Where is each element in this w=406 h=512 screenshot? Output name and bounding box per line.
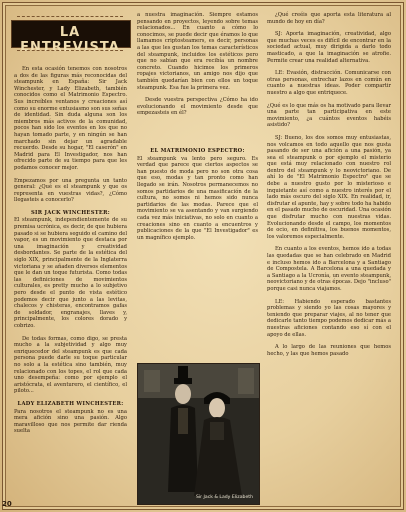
portrait-illustration [138,364,259,504]
speaker-heading: EL MATRIMONIO ESPECTRO: [150,148,245,154]
speaker-heading: SIR JACK WINCHESTER: [31,209,110,216]
question-3: ¿Qué creéis que aporta esta literatura al mundo de hoy en día? [267,12,391,25]
column-middle-top [137,12,258,123]
header-rule-top [17,16,123,17]
answer-paragraph: Para nosotros el steampunk no es una mera afición sino una pasión. Algo maravilloso que nos permite dar rienda suelta [14,408,127,435]
answer-paragraph: LE: Evasión, distracción. Comunicarse con otras personas, entrechar lazos en común en cuanto a nuestras ideas. Poder compartir nuestro a algo que entriquece. [267,70,391,96]
portrait-photo [137,363,260,505]
speaker-heading: LADY ELIZABETH WINCHESTER: [17,400,124,407]
question-2: Desde vuestra perspectiva ¿Cómo ha ido evolucionando el movimiento desde que empezasteis en él? [137,97,258,117]
section-title: LA ENTREVISTA [20,25,120,55]
page-number: 20 [2,500,12,508]
answer-paragraph: De todas formas, como digo, se presta mucho a la subjetividad y algo muy enriquecedor del steampunk es que cada persona puede darle su toque particular no solo a la estética sino también, muy relacionado con los topes, el rol que cada uno desempeña: como por ejemplo el aristócrata, el aventurero, el científico, el piloto... [14,335,127,395]
answer-paragraph: LE: Habiendo esperado bastantes problemas y siendo yo las cosas mayores y teniendo que preparar viajes, al no tener que dedicarle tanto tiempo podemos dedicar más a nuestras aficiones contando eso sí con el apoyo de ellas. [267,298,391,338]
question-4: ¿Qué es lo que más os ha motivado para llevar una parte tan participativa en este movimiento, ¿a cuántos eventos habéis asistido? [267,102,391,129]
answer-paragraph: El steampunk va lento pero seguro. Es verdad que parece que ciertos aspectos se han puesto de moda pero no son otra cosa que eso, modas y tan pronto como han llegado se irán. Nosotros permanecemos no somos partidarios de una masificación de la cultura, no somos ni hemos sido nunca partidarios de las modas. Parece que el movimiento se va asentando y van surgiendo cada vez más iniciativas, no solo en cuanto a creaciones sino en cuanto a encuentros y publicaciones de la que "El Investigador" es un magnífico ejemplo. [137,155,258,241]
section-header [11,13,129,53]
column-right [267,12,391,363]
column-left [14,66,127,441]
photo-caption: Sir Jack & Lady Elizabeth [195,495,253,500]
answer-paragraph: En cuanto a los eventos, hemos ido a todas las quedadas que se han celebrado en Madrid e incluso hemos ido a Barcelona y a Santiago de Compostela. A Barcelona a una quedada y a Santiago a la Ucronía, un evento steampunk, neovictoriano y de otras épocas. Dejo "incluso" porque casi nunca viajamos. [267,246,391,292]
answer-paragraph: El steampunk, independientemente de su premisa ucrónica, es decir, de que hubiera pasado si se hubiera seguido el camino del vapor, es un movimiento que destaca por una imaginación y creatividad desbordantes. Se parte de la estética del siglo XIX, principalmente de la Inglaterra victoriana y se añaden diversos elementos que le dan un toque futurista. Como todas las definiciones de movimientos culturales, es pretty mucho a lo subjetivo pero desde el punto de vista estético podemos decir que junto a las levitas, chalecos y chisteras, encontramos gafas de soldador, engranajes, llaves y, principalmente, los colores dorado y cobrizo. [14,217,127,329]
answer-paragraph: a nuestra imaginación. Siempre estamos pensando en proyectos, leyendo sobre temas relacionados... En cuanto a cómo lo conocimos, se puede decir que éramos lo que llamamos criptosteamers, es decir, personas a las que les gustan los temas característicos del steampunk, incluidos los estéticos pero que no sabían que era recibía un nombre concreto. Cuando hicimos los primeros ropajes victorianos, un amigo nos dijo que también quedarían bien con ellos un toque steampunk. Esa fue la primera vez. [137,12,258,91]
answer-paragraph: SJ: Bueno, los dos somos muy entusiastas, nos volcamos en todo aquello que nos gusta pasando de ser una afición a una pasión, ya sea el steampunk o por ejemplo el misterio que está muy relacionado con nuestro rol dentro del steampunk y lo neovictoriano. De ahí lo de "El Matrimonio Espectro" que se debe a nuestro gusto por lo misterioso e inquietante así como a nuestro interés por el lado más oscuro del siglo XIX. En realidad, ir, disfrutar el apunte, hay y sobre todo ha habido en el pasado mucho de oscuridad. Una ocasión que disfrutar mucho con nuestras vidas. Evolucionando desde el campo, los momentos de ocio, en definitiva, los buenos momentos, los valoremos especialmente. [267,134,391,240]
question-1: Empezamos por una pregunta un tanto general: ¿Qué es el steampunk y que os representa en vuestras vidas?, ¿Cómo llegasteis a conocerlo? [14,177,127,204]
header-rule-bottom [17,50,123,51]
intro-paragraph: En esta ocasión tenemos con nosotros a dos de las figuras más reconocidas del steampunk en España: Sir Jack Winchester, y Lady Elizabeth, también conocidos como el Matrimonio Espectro. Sus increíbles ventanos y creaciones así como su enorme entusiasmo son sus señas de identidad. Sin duda alguna son los miembros más activos de la comunidad, pocos han sido los eventos en los que no hayan tomado parte, y en ningún se han marchado sin dejar un agradable recuerdo. Desde su hogar, "El caserón" en Madrid para El Investigador, nos han ofrecido parte de su tiempo para que les podamos conocer mejor. [14,66,127,171]
answer-paragraph: SJ: Aporta imaginación, creatividad, algo que muchas veces es difícil de encontrar en la sociedad actual, muy dirigida a darlo todo masticado, a que la imaginación se atrofie. Permite crear una realidad alternativa. [267,31,391,64]
answer-paragraph: A lo largo de las reuniones que hemos hecho, y las que hemos pasado [267,344,391,357]
column-middle [137,148,258,247]
